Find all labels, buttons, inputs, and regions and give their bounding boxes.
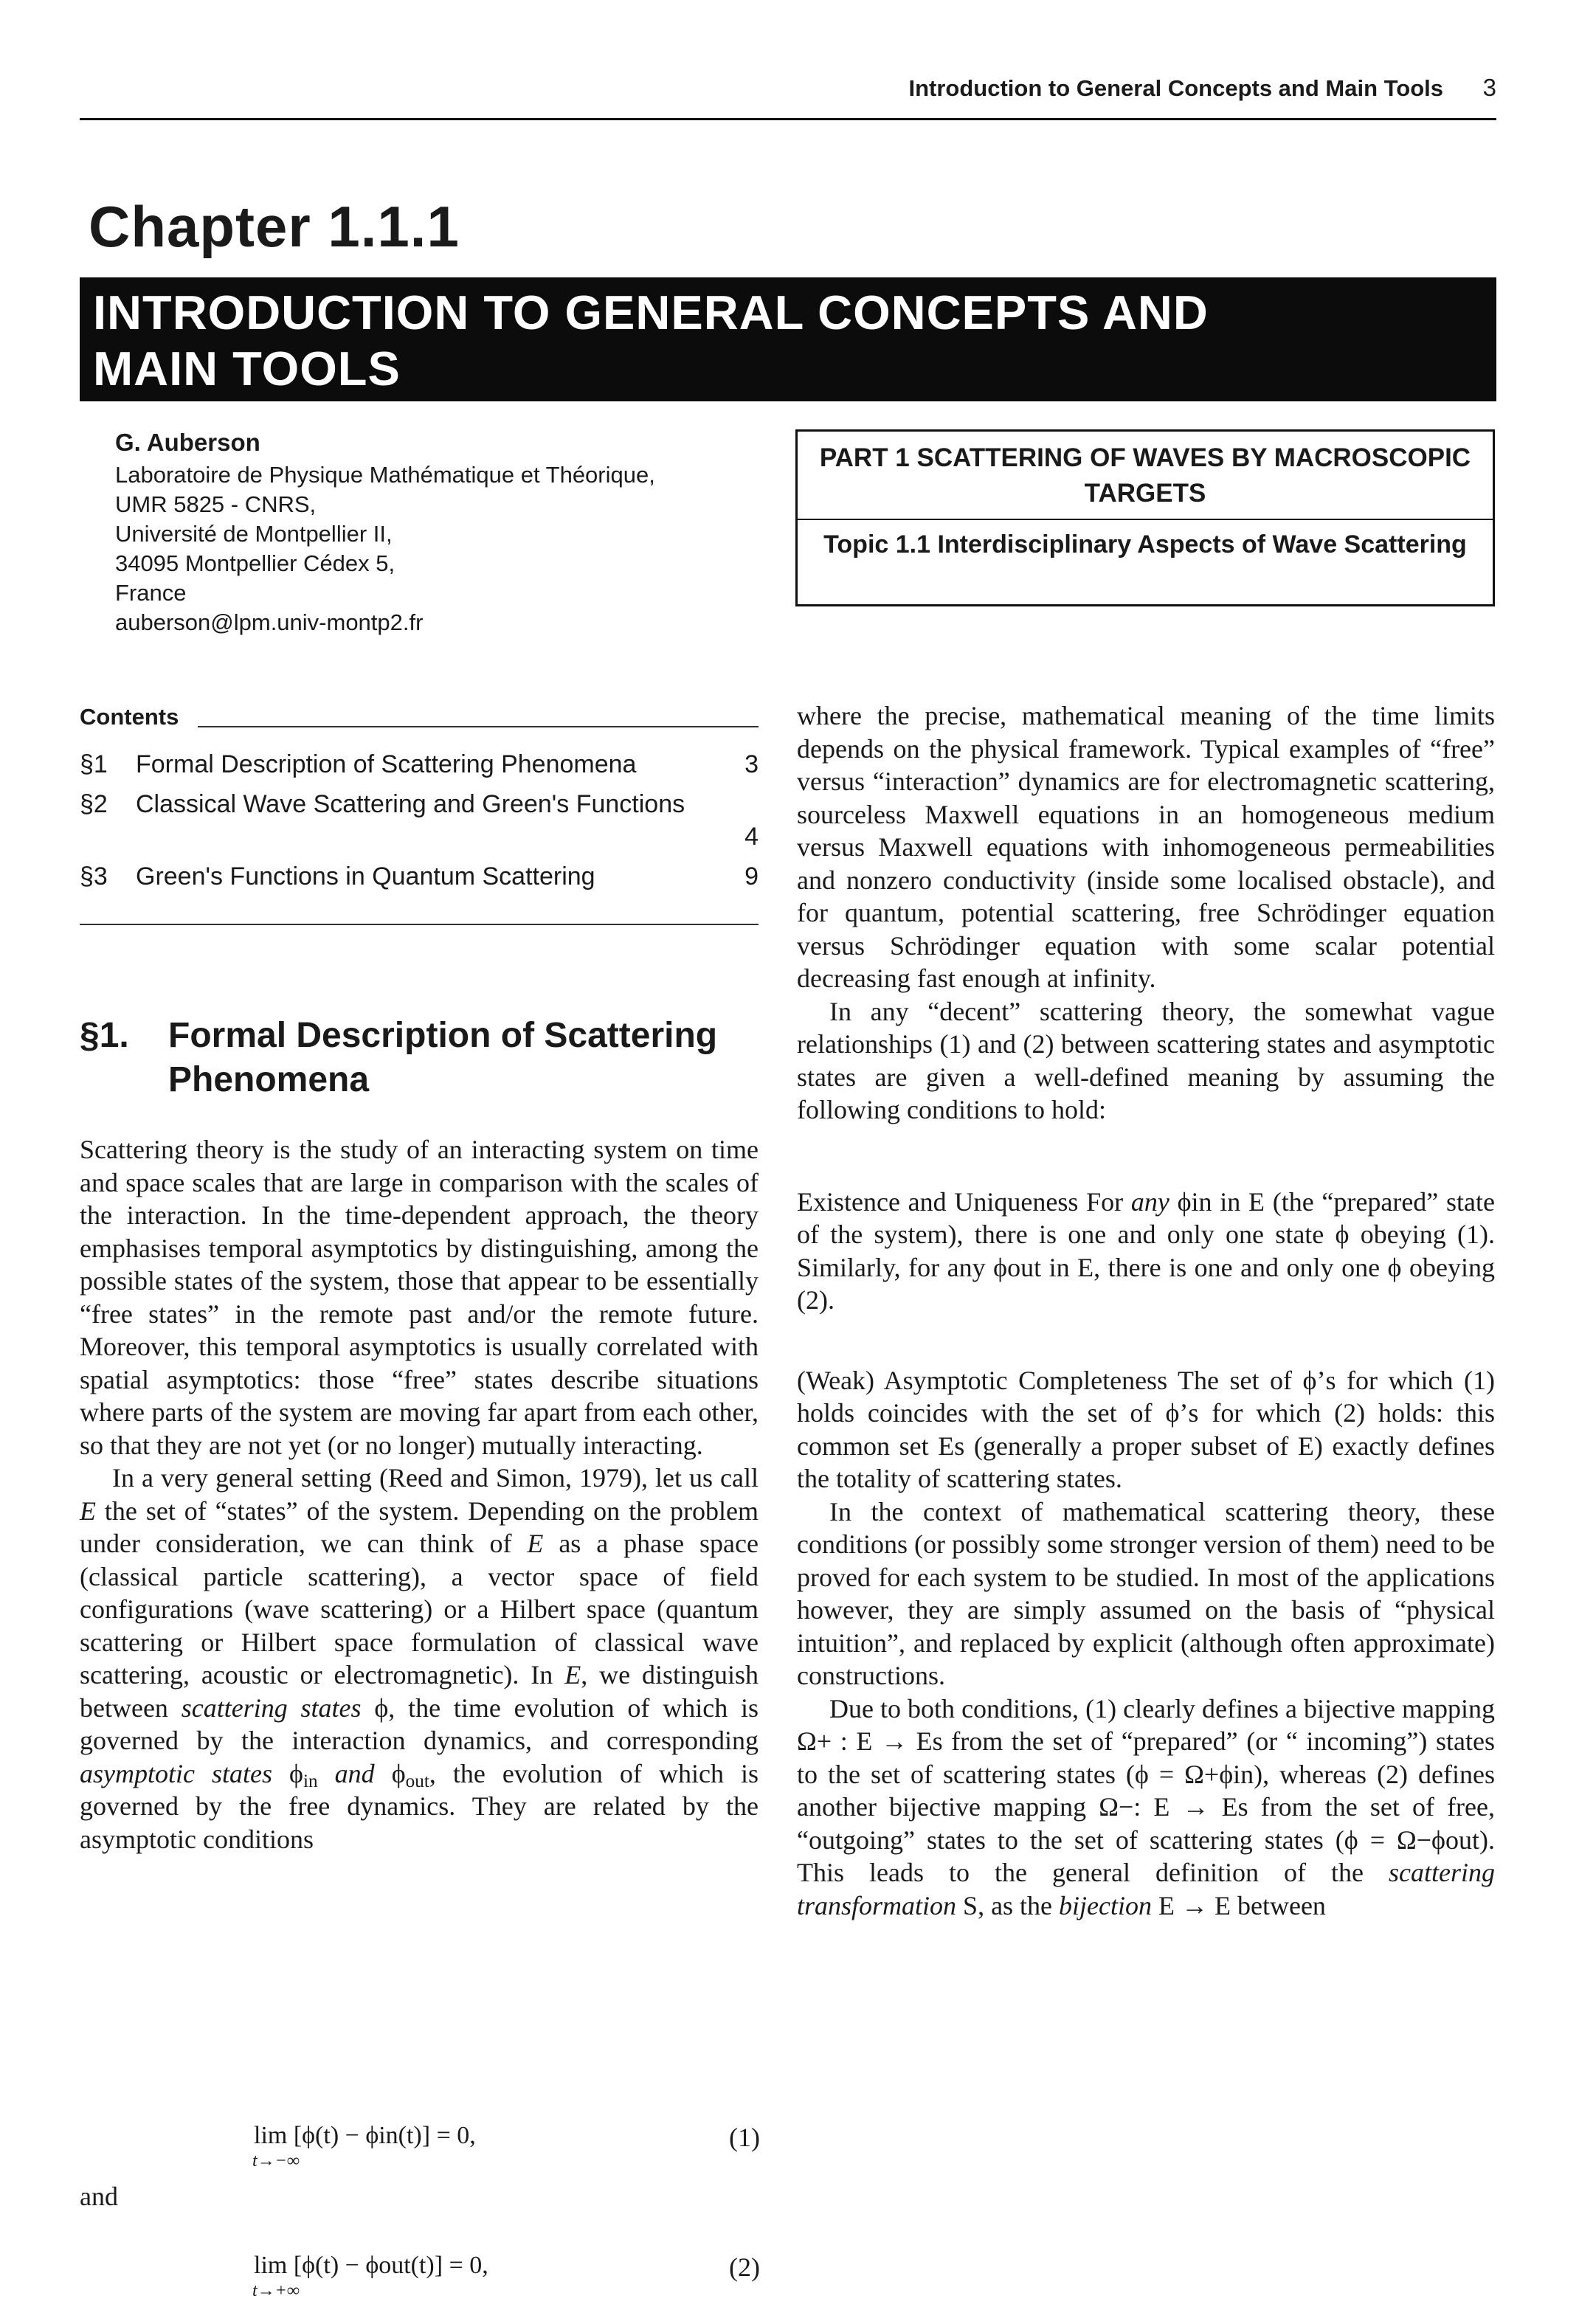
spacer	[797, 1127, 1495, 1186]
part-divider	[798, 519, 1493, 520]
chapter-title-line-2: MAIN TOOLS	[93, 342, 401, 395]
paragraph: In a very general setting (Reed and Simon, 1979), let us call E the set of “states” of the system. Depending on the problem under consideration, we can think of E as a phase space (classical particle scattering), a vector space of field configurations (wave scattering) or a Hilbert space (quantum scattering or Hilbert space formulation of classical wave scattering, acoustic or electromagnetic). In E, we distinguish between scattering states ϕ, the time evolution of which is governed by the interaction dynamics, and corresponding asymptotic states $\phi_{in}$ and $\phi_{out}$, the evolution of which is governed by the free dynamics. They are related by the asymptotic conditions	[80, 1463, 759, 1854]
toc-item-title: Classical Wave Scattering and Green's Functions	[136, 790, 685, 818]
paragraph: Due to both conditions, (1) clearly defines a bijective mapping Ω+ : E → Es from the set of “prepared” (or “ incoming”) states to the set of scattering states (ϕ = Ω+ϕin), whereas (2) defines another bijective mapping Ω−: E → Es from the set of free, “outgoing” states to the set of scattering states (ϕ = Ω−ϕout). This leads to the general definition of the scattering transformation S, as the bijection E → E between	[797, 1693, 1495, 1920]
paragraph: Existence and Uniqueness For any ϕin in E (the “prepared” state of the system), there is one and only one state ϕ obeying (1). Similarly, for any ϕout in E, there is one and only one ϕ obeying (2).	[797, 1186, 1495, 1315]
paragraph: where the precise, mathematical meaning of the time limits depends on the physical framework. Typical examples of “free” versus “interaction” dynamics are for electromagnetic scattering, sourceless Maxwell equations in an homogeneous medium versus Maxwell equations with inhomogeneous permeabilities and nonzero conductivity (inside some localised obstacle), and for quantum, potential scattering, free Schrödinger equation versus Schrödinger equation with some scalar potential decreasing fast enough at infinity.	[797, 701, 1495, 993]
affiliation-line: UMR 5825 - CNRS,	[115, 491, 317, 517]
contents-rule	[198, 726, 759, 727]
paragraph: In any “decent” scattering theory, the somewhat vague relationships (1) and (2) between scattering states and asymptotic states are given a well-defined meaning by assuming the following conditions to hold:	[797, 996, 1495, 1124]
equation-body: lim [ϕ(t) − ϕin(t)] = 0,	[254, 2122, 476, 2149]
equation-number: (2)	[729, 2252, 760, 2282]
affiliation-line: Université de Montpellier II,	[115, 521, 393, 547]
contents-heading: Contents	[80, 704, 179, 730]
chapter-title-line-1: INTRODUCTION TO GENERAL CONCEPTS AND	[93, 286, 1209, 339]
author-block	[115, 428, 779, 637]
toc-item-page: 9	[744, 862, 759, 890]
affiliation-line: 34095 Montpellier Cédex 5,	[115, 550, 395, 576]
toc-item-number: §3	[80, 862, 108, 890]
toc-item-page: 4	[744, 823, 759, 851]
page-number: 3	[1482, 74, 1496, 101]
paragraph: Scattering theory is the study of an interacting system on time and space scales that are large in comparison with the scales of the interaction. In the time-dependent approach, the theory emphasises temporal asymptotics by distinguishing, among the possible states of the system, those that appear to be essentially “free states” in the remote past and/or the remote future. Moreover, this temporal asymptotics is usually correlated with spatial asymptotics: those “free” states describe situations where parts of the system are moving far apart from each other, so that they are not yet (or no longer) mutually interacting.	[80, 1135, 759, 1460]
equation-limit-subscript: t→−∞	[252, 2151, 300, 2171]
author-email: auberson@lpm.univ-montp2.fr	[115, 609, 424, 635]
contents-rule	[80, 924, 759, 925]
part-topic-box	[795, 429, 1495, 606]
left-column	[80, 1133, 759, 1856]
topic-title: Topic 1.1 Interdisciplinary Aspects of Wave Scattering	[823, 530, 1467, 558]
connective-text: and	[80, 2182, 118, 2211]
toc-item[interactable]	[80, 748, 759, 781]
equation-limit-subscript: t→+∞	[252, 2281, 300, 2300]
author-name: G. Auberson	[115, 429, 260, 456]
equation-number: (1)	[729, 2123, 760, 2152]
toc-item[interactable]	[80, 860, 759, 893]
run-in-term: Existence and Uniqueness	[797, 1186, 1079, 1217]
chapter-label: Chapter 1.1.1	[89, 194, 460, 259]
running-title: Introduction to General Concepts and Main Tools	[908, 75, 1443, 101]
section-title: Formal Description of Scattering Phenomena	[168, 1016, 718, 1099]
header-rule	[80, 118, 1496, 120]
equation-1	[251, 2122, 760, 2173]
run-in-term: (Weak) Asymptotic Completeness	[797, 1365, 1168, 1395]
toc-item-number: §2	[80, 790, 108, 818]
paragraph: In the context of mathematical scattering theory, these conditions (or possibly some stronger version of them) need to be proved for each system to be studied. In most of the applications however, they are simply assumed on the basis of “physical intuition”, and replaced by explicit (although often approximate) constructions.	[797, 1496, 1495, 1690]
toc-item-number: §1	[80, 750, 108, 778]
equation-body: lim [ϕ(t) − ϕout(t)] = 0,	[254, 2252, 488, 2279]
paragraph: (Weak) Asymptotic Completeness The set of ϕ’s for which (1) holds coincides with the set of ϕ’s for which (2) holds: this common set Es (generally a proper subset of E) exactly defines the totality of scattering states.	[797, 1365, 1495, 1493]
section-number: §1.	[80, 1016, 129, 1055]
right-column	[797, 699, 1495, 1922]
toc-item[interactable]	[80, 788, 759, 853]
toc-item-title: Formal Description of Scattering Phenomena	[136, 750, 637, 778]
affiliation-line: France	[115, 580, 187, 606]
affiliation-line: Laboratoire de Physique Mathématique et Théorique,	[115, 462, 655, 488]
part-title: PART 1 SCATTERING OF WAVES BY MACROSCOPIC TARGETS	[819, 443, 1471, 508]
chapter-title-banner	[80, 277, 1496, 401]
toc-item-page: 3	[744, 750, 759, 778]
spacer	[797, 1317, 1495, 1364]
toc-item-title: Green's Functions in Quantum Scattering	[136, 862, 595, 890]
running-header	[80, 71, 1496, 106]
equation-2	[251, 2252, 760, 2303]
